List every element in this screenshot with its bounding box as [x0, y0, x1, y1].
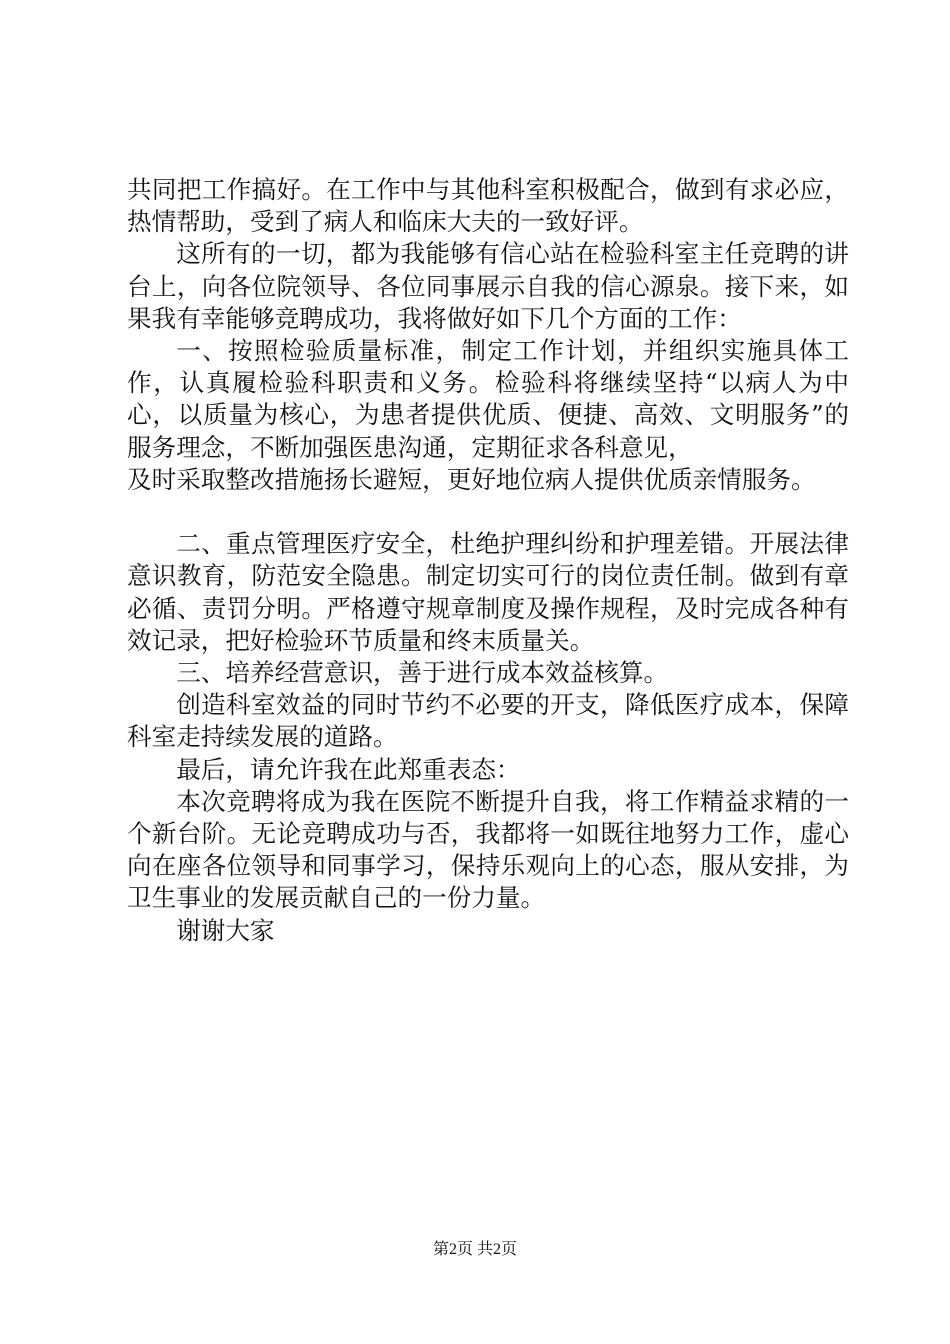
paragraph-confidence: 这所有的一切，都为我能够有信心站在检验科室主任竞聘的讲台上，向各位院领导、各位同事展示自我的信心源泉。接下来，如果我有幸能够竞聘成功，我将做好如下几个方面的工作： [127, 239, 849, 333]
paragraph-statement: 本次竞聘将成为我在医院不断提升自我，将工作精益求精的一个新台阶。无论竞聘成功与否，我都将一如既往地努力工作，虚心向在座各位领导和同事学习，保持乐观向上的心态，服从安排，为卫生事业的发展贡献自己的一份力量。 [127, 786, 849, 913]
paragraph-point-one: 一、按照检验质量标准，制定工作计划，并组织实施具体工作，认真履检验科职责和义务。检验科将继续坚持“以病人为中心，以质量为核心，为患者提供优质、便捷、高效、文明服务”的服务理念，不断加强医患沟通，定期征求各科意见， [127, 336, 849, 462]
paragraph-benefit: 创造科室效益的同时节约不必要的开支，降低医疗成本，保障科室走持续发展的道路。 [127, 690, 849, 752]
paragraph-continuation: 共同把工作搞好。在工作中与其他科室积极配合，做到有求必应，热情帮助，受到了病人和临床大夫的一致好评。 [127, 175, 849, 237]
paragraph-point-two: 二、重点管理医疗安全，杜绝护理纠纷和护理差错。开展法律意识教育，防范安全隐患。制定切实可行的岗位责任制。做到有章必循、责罚分明。严格遵守规章制度及操作规程，及时完成各种有效记录，把好检验环节质量和终末质量关。 [127, 529, 849, 655]
paragraph-statement-intro: 最后，请允许我在此郑重表态： [176, 754, 521, 784]
paragraph-point-one-end: 及时采取整改措施扬长避短，更好地位病人提供优质亲情服务。 [127, 464, 816, 494]
document-body [127, 174, 849, 947]
paragraph-thanks: 谢谢大家 [176, 915, 275, 945]
page-number-footer: 第2页 共2页 [432, 1241, 517, 1258]
paragraph-point-three: 三、培养经营意识，善于进行成本效益核算。 [176, 658, 669, 688]
